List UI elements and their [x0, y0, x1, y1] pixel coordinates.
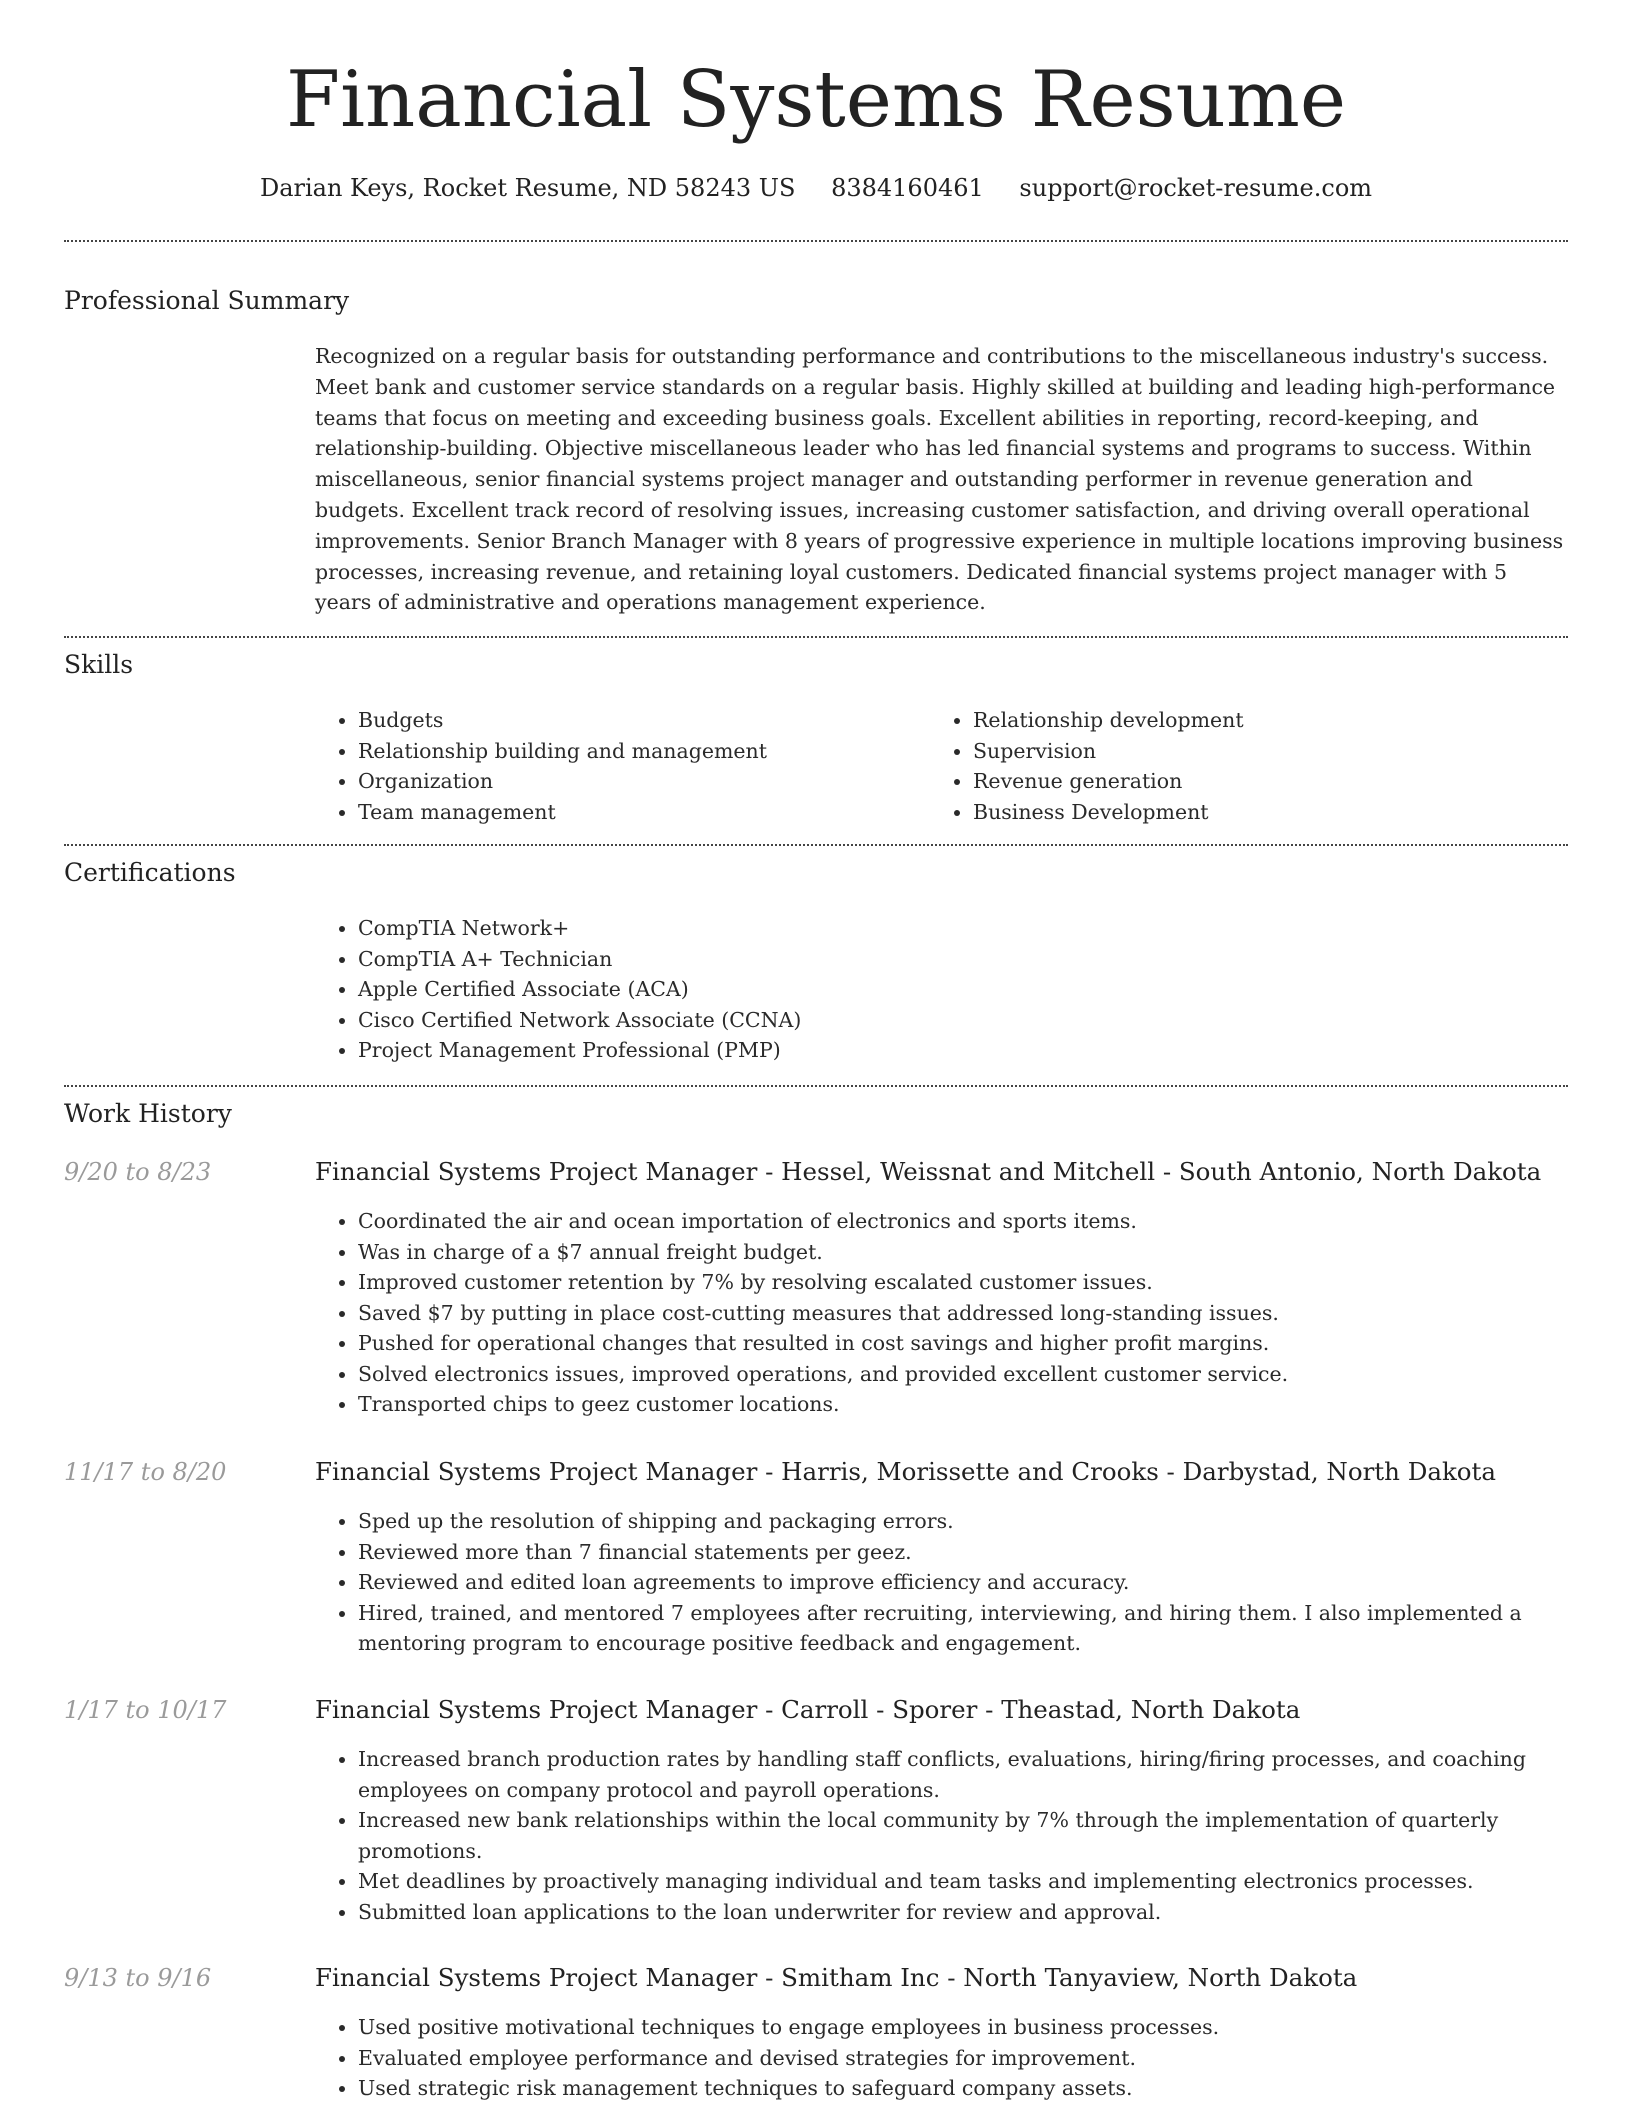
job-bullets	[315, 2012, 1608, 2104]
job-bullet: • Saved $7 by putting in place cost-cutting measures that addressed long-standing issues.	[358, 1298, 1608, 1329]
skills-list-left	[315, 705, 918, 827]
job-bullet: • Transported chips to geez customer locations.	[358, 1389, 1608, 1420]
job-bullet: • Met deadlines by proactively managing individual and team tasks and implementing electronics processes.	[358, 1866, 1608, 1897]
job-bullets	[315, 1744, 1608, 1927]
summary-text: Recognized on a regular basis for outstanding performance and contributions to the miscellaneous industry's success. Meet bank and customer service standards on a regular basis. Highly skilled at building and leading high-performance teams that focus on meeting and exceeding business goals. Excellent abilities in reporting, record-keeping, and relationship-building. Objective miscellaneous leader who has led financial systems and programs to success. Within miscellaneous, senior financial systems project manager and outstanding performer in revenue generation and budgets. Excellent track record of resolving issues, increasing customer satisfaction, and driving overall operational improvements. Senior Branch Manager with 8 years of progressive experience in multiple locations improving business processes, increasing revenue, and retaining loyal customers. Dedicated financial systems project manager with 5 years of administrative and operations management experience.	[315, 344, 1564, 615]
job-bullet: • Used strategic risk management techniques to safeguard company assets.	[358, 2073, 1608, 2104]
skill-item: • Team management	[358, 797, 918, 828]
skill-item: • Revenue generation	[973, 766, 1533, 797]
contact-line	[0, 170, 1632, 206]
certification-item: • Project Management Professional (PMP)	[358, 1035, 1558, 1066]
certification-item: • Apple Certified Associate (ACA)	[358, 974, 1558, 1005]
job-bullets	[315, 1506, 1608, 1659]
skills-heading: Skills	[64, 650, 134, 679]
divider	[64, 636, 1568, 638]
job-bullet: • Submitted loan applications to the loan underwriter for review and approval.	[358, 1897, 1608, 1928]
contact-address: Darian Keys, Rocket Resume, ND 58243 US	[259, 174, 796, 202]
contact-phone: 8384160461	[831, 174, 984, 202]
skill-item: • Organization	[358, 766, 918, 797]
job-bullet: • Sped up the resolution of shipping and packaging errors.	[358, 1506, 1608, 1537]
certifications-heading: Certifications	[64, 858, 236, 887]
job-bullet: • Hired, trained, and mentored 7 employees after recruiting, interviewing, and hiring them. I also implemented a mentoring program to encourage positive feedback and engagement.	[358, 1598, 1608, 1659]
job-bullet: • Increased branch production rates by handling staff conflicts, evaluations, hiring/firing processes, and coaching employees on company protocol and payroll operations.	[358, 1744, 1608, 1805]
job-dates: 9/13 to 9/16	[64, 1964, 212, 1992]
job-bullet: • Pushed for operational changes that resulted in cost savings and higher profit margins.	[358, 1328, 1608, 1359]
job-bullet: • Reviewed and edited loan agreements to improve efficiency and accuracy.	[358, 1567, 1608, 1598]
divider	[64, 844, 1568, 846]
skill-item: • Business Development	[973, 797, 1533, 828]
job-bullet: • Was in charge of a $7 annual freight budget.	[358, 1237, 1608, 1268]
divider	[64, 240, 1568, 242]
divider	[64, 1085, 1568, 1087]
skill-item: • Relationship development	[973, 705, 1533, 736]
job-bullet: • Reviewed more than 7 financial statements per geez.	[358, 1537, 1608, 1568]
job-bullet: • Increased new bank relationships within the local community by 7% through the implementation of quarterly promotions.	[358, 1805, 1608, 1866]
skills-list-right	[930, 705, 1533, 827]
job-bullet: • Improved customer retention by 7% by resolving escalated customer issues.	[358, 1267, 1608, 1298]
resume-title: Financial Systems Resume	[285, 55, 1346, 145]
contact-email[interactable]: support@rocket-resume.com	[1019, 174, 1373, 202]
job-dates: 9/20 to 8/23	[64, 1158, 212, 1186]
job-bullet: • Solved electronics issues, improved operations, and provided excellent customer service.	[358, 1359, 1608, 1390]
job-title: Financial Systems Project Manager - Hessel, Weissnat and Mitchell - South Antonio, North Dakota	[315, 1157, 1542, 1186]
job-title: Financial Systems Project Manager - Carroll - Sporer - Theastad, North Dakota	[315, 1695, 1301, 1724]
skill-item: • Relationship building and management	[358, 736, 918, 767]
skill-item: • Supervision	[973, 736, 1533, 767]
job-bullets	[315, 1206, 1608, 1420]
certification-item: • Cisco Certified Network Associate (CCNA)	[358, 1005, 1558, 1036]
job-title: Financial Systems Project Manager - Harris, Morissette and Crooks - Darbystad, North Dakota	[315, 1457, 1497, 1486]
certifications-list	[315, 913, 1558, 1066]
work-history-heading: Work History	[64, 1099, 232, 1128]
job-dates: 1/17 to 10/17	[64, 1696, 227, 1724]
job-bullet: • Coordinated the air and ocean importation of electronics and sports items.	[358, 1206, 1608, 1237]
job-bullet: • Evaluated employee performance and devised strategies for improvement.	[358, 2043, 1608, 2074]
certification-item: • CompTIA Network+	[358, 913, 1558, 944]
skill-item: • Budgets	[358, 705, 918, 736]
job-title: Financial Systems Project Manager - Smitham Inc - North Tanyaview, North Dakota	[315, 1963, 1358, 1992]
certification-item: • CompTIA A+ Technician	[358, 944, 1558, 975]
summary-heading: Professional Summary	[64, 286, 350, 315]
job-bullet: • Used positive motivational techniques to engage employees in business processes.	[358, 2012, 1608, 2043]
job-dates: 11/17 to 8/20	[64, 1458, 227, 1486]
